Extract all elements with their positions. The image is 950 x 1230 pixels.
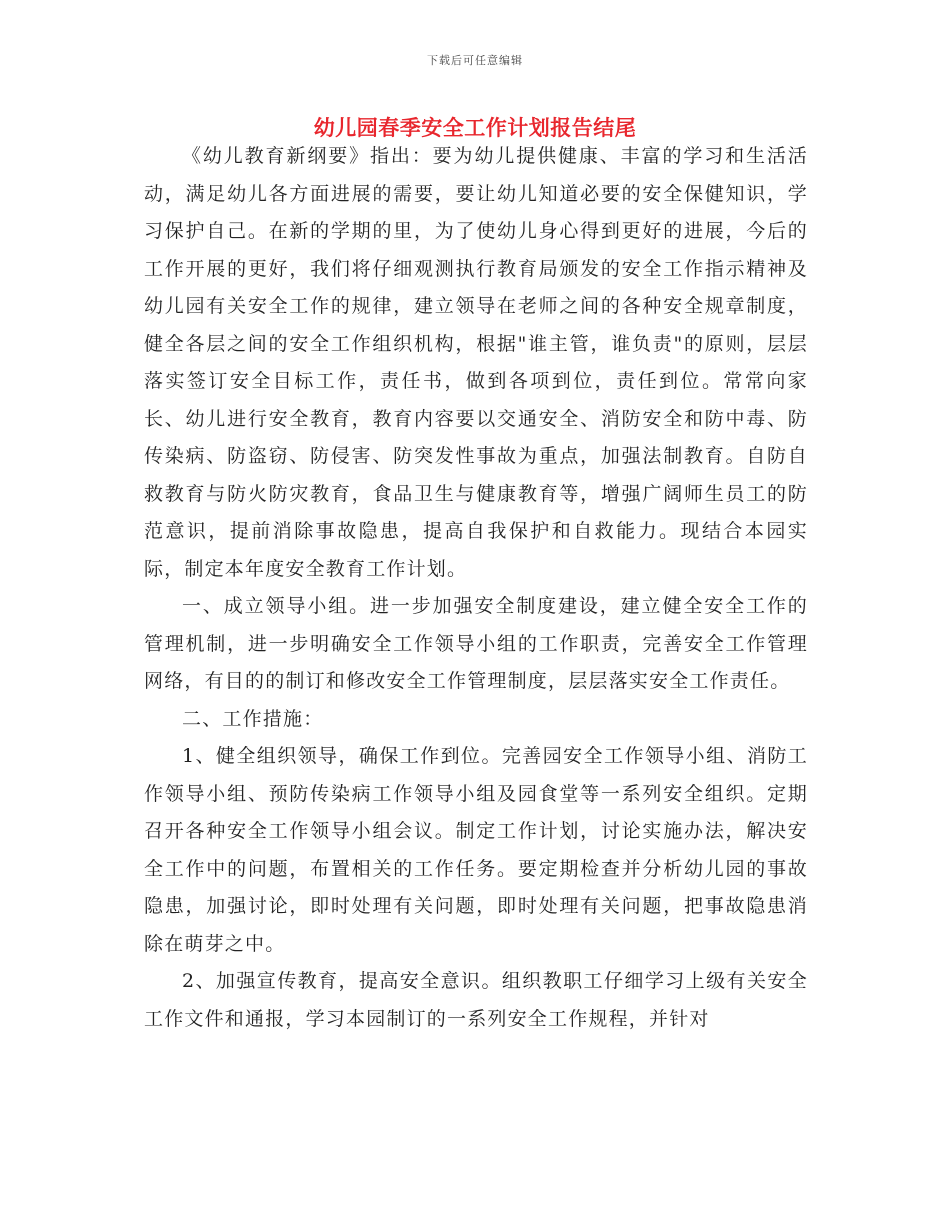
paragraph-section-two-heading: 二、工作措施：: [182, 707, 324, 730]
paragraph-intro: 《幼儿教育新纲要》指出：要为幼儿提供健康、丰富的学习和生活活动，满足幼儿各方面进展的需要，要让幼儿知道必要的安全保健知识，学习保护自己。在新的学期的里，为了使幼儿身心得到更好的进展，今后的工作开展的更好，我们将仔细观测执行教育局颁发的安全工作指示精神及幼儿园有关安全工作的规律，建立领导在老师之间的各种安全规章制度，健全各层之间的安全工作组织机构，根据"谁主管，谁负责"的原则，层层落实签订安全目标工作，责任书，做到各项到位，责任到位。常常向家长、幼儿进行安全教育，教育内容要以交通安全、消防安全和防中毒、防传染病、防盗窃、防侵害、防突发性事故为重点，加强法制教育。自防自救教育与防火防灾教育，食品卫生与健康教育等，增强广阔师生员工的防范意识，提前消除事故隐患，提高自我保护和自救能力。现结合本园实际，制定本年度安全教育工作计划。: [144, 145, 808, 580]
header-note: 下载后可任意编辑: [427, 54, 523, 67]
paragraph-measure-one: 1、健全组织领导，确保工作到位。完善园安全工作领导小组、消防工作领导小组、预防传染病工作领导小组及园食堂等一系列安全组织。定期召开各种安全工作领导小组会议。制定工作计划，讨论实施办法，解决安全工作中的问题，布置相关的工作任务。要定期检查并分析幼儿园的事故隐患，加强讨论，即时处理有关问题，即时处理有关问题，把事故隐患消除在萌芽之中。: [144, 745, 808, 955]
paragraph-measure-two: 2、加强宣传教育，提高安全意识。组织教职工仔细学习上级有关安全工作文件和通报，学习本园制订的一系列安全工作规程，并针对: [144, 970, 808, 1030]
document-title: 幼儿园春季安全工作计划报告结尾: [313, 115, 637, 140]
paragraph-section-one: 一、成立领导小组。进一步加强安全制度建设，建立健全安全工作的管理机制，进一步明确安全工作领导小组的工作职责，完善安全工作管理网络，有目的的制订和修改安全工作管理制度，层层落实安全工作责任。: [144, 595, 808, 692]
document-body: [144, 138, 808, 1038]
